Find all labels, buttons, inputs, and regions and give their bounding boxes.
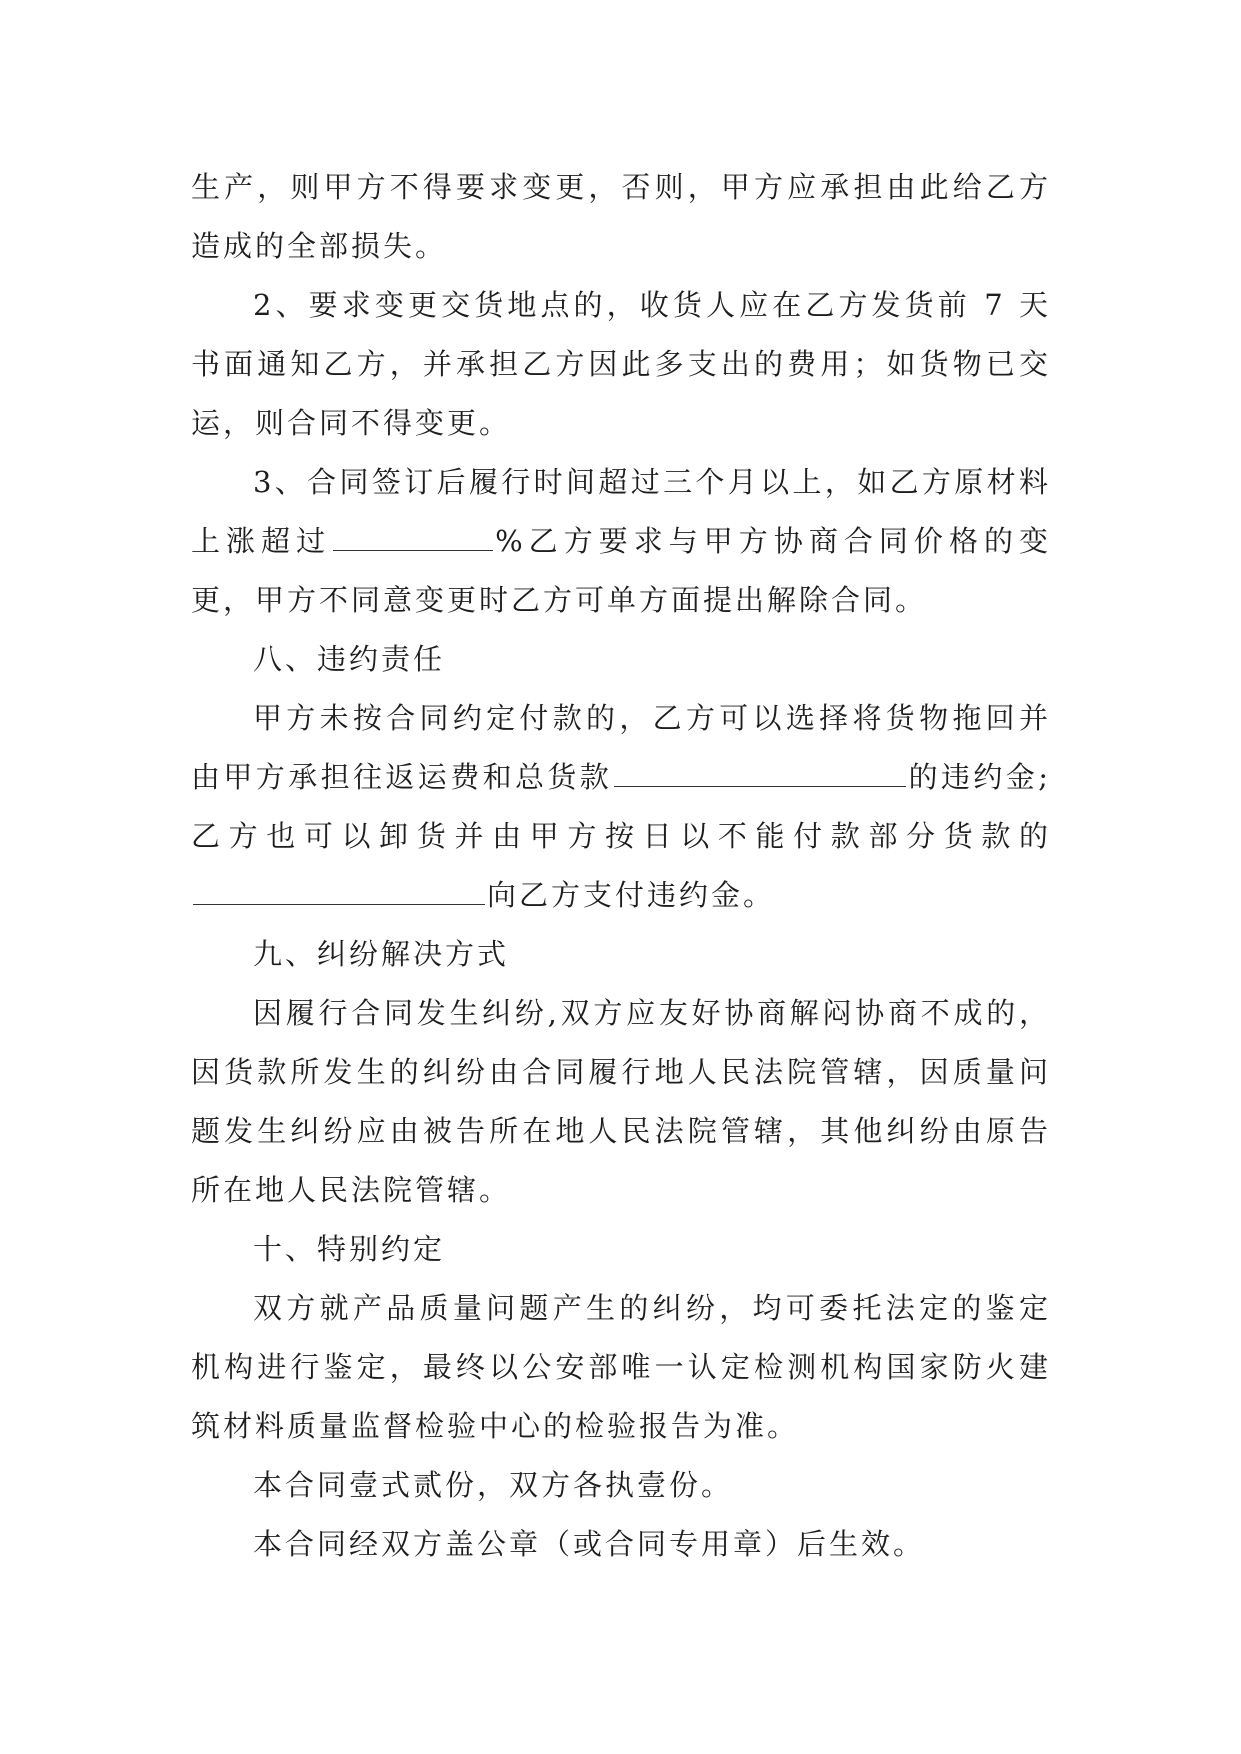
section-heading-8: 八、违约责任 xyxy=(253,642,446,676)
clause-3-text-a: 3、合同签订后履行时间超过三个月以上，如乙方原材料上涨超过 xyxy=(191,465,1051,558)
fill-in-blank-daily-rate xyxy=(193,878,485,905)
paragraph-section-9: 因履行合同发生纠纷,双方应友好协商解闷协商不成的，因货款所发生的纠纷由合同履行地人民法院管辖，因质量问题发生纠纷应由被告所在地人民法院管辖，其他纠纷由原告所在地人民法院管辖。 xyxy=(191,996,1051,1207)
paragraph-copies: 本合同壹式贰份，双方各执壹份。 xyxy=(253,1468,734,1502)
fill-in-blank-percent xyxy=(333,524,493,551)
document-page xyxy=(191,158,1051,1574)
paragraph-section-10: 双方就产品质量问题产生的纠纷，均可委托法定的鉴定机构进行鉴定，最终以公安部唯一认定检测机构国家防火建筑材料质量监督检验中心的检验报告为准。 xyxy=(191,1291,1051,1443)
paragraph-effective: 本合同经双方盖公章（或合同专用章）后生效。 xyxy=(253,1527,926,1561)
clause-3-text-b: %乙方要求与甲方协商合同价格的变更，甲方不同意变更时乙方可单方面提出解除合同。 xyxy=(191,524,1051,617)
section-heading-10: 十、特别约定 xyxy=(253,1232,446,1266)
paragraph-continuation: 生产，则甲方不得要求变更，否则，甲方应承担由此给乙方造成的全部损失。 xyxy=(191,170,1051,263)
section-8-text-a: 甲方未按合同约定付款的，乙方可以选择将货物拖回并由甲方承担往返运费和总货款 xyxy=(191,701,1051,794)
section-8-text-b: 的违约金; xyxy=(908,760,1051,794)
section-heading-9: 九、纠纷解决方式 xyxy=(253,937,510,971)
paragraph-clause-3 xyxy=(191,453,1051,630)
section-8-text-c: 乙方也可以卸货并由甲方按日以不能付款部分货款的 xyxy=(191,819,1051,853)
section-8-text-d: 向乙方支付违约金。 xyxy=(487,878,776,912)
fill-in-blank-penalty-rate xyxy=(614,760,906,787)
paragraph-clause-2: 2、要求变更交货地点的，收货人应在乙方发货前 7 天书面通知乙方，并承担乙方因此多支出的费用；如货物已交运，则合同不得变更。 xyxy=(191,288,1051,440)
paragraph-section-8 xyxy=(191,689,1051,925)
